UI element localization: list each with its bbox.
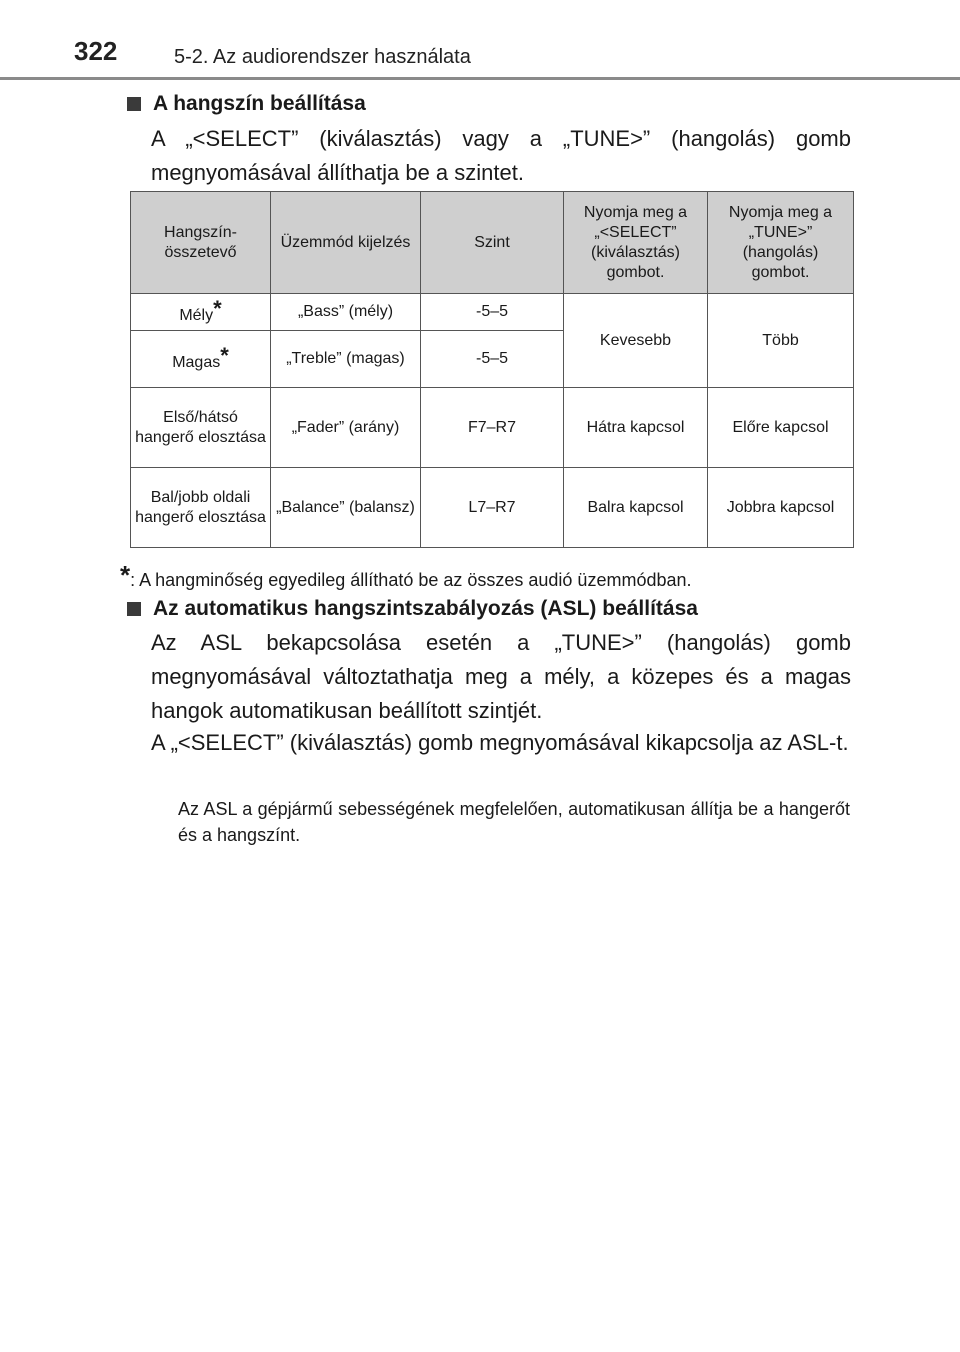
table-cell: Hátra kapcsol: [564, 388, 708, 468]
table-cell: „Balance” (balansz): [271, 468, 421, 548]
table-cell: Több: [708, 294, 854, 388]
tone-instructions: A „<SELECT” (kiválasztás) vagy a „TUNE>” (hangolás) gomb megnyomásával állíthatja be a szintet.: [151, 126, 851, 185]
page-number: 322: [74, 36, 118, 66]
table-cell: [131, 294, 271, 331]
table-cell: -5–5: [421, 294, 564, 331]
cell-text: Magas: [172, 353, 221, 371]
column-header: Szint: [421, 192, 564, 294]
column-header: Nyomja meg a „<SELECT” (kiválasztás) gombot.: [564, 192, 708, 294]
table-cell: „Treble” (magas): [271, 331, 421, 388]
page-header: [0, 0, 960, 80]
section-heading-asl: [127, 597, 698, 621]
asl-note: Az ASL a gépjármű sebességének megfelelően, automatikusan állítja be a hangerőt és a hangszínt.: [178, 799, 850, 845]
table-cell: Jobbra kapcsol: [708, 468, 854, 548]
table-row: [131, 388, 854, 468]
cell-text: Mély: [179, 306, 214, 324]
table-cell: L7–R7: [421, 468, 564, 548]
chapter-title: 5-2. Az audiorendszer használata: [174, 46, 471, 68]
table-cell: Kevesebb: [564, 294, 708, 388]
table-cell: „Fader” (arány): [271, 388, 421, 468]
square-bullet-icon: [127, 97, 141, 111]
table-cell: Balra kapcsol: [564, 468, 708, 548]
table-cell: [131, 331, 271, 388]
table-row: [131, 294, 854, 331]
table-cell: F7–R7: [421, 388, 564, 468]
header-divider: [0, 77, 960, 80]
section-heading-tone: [127, 92, 366, 116]
table-header-row: [131, 192, 854, 294]
section-heading-text: Az automatikus hangszintszabályozás (ASL) beállítása: [153, 597, 698, 620]
table-row: [131, 468, 854, 548]
table-cell: „Bass” (mély): [271, 294, 421, 331]
table-cell: Előre kapcsol: [708, 388, 854, 468]
asl-instructions: Az ASL bekapcsolása esetén a „TUNE>” (hangolás) gomb megnyomásával változtathatja meg a mély, a közepes és a magas hangok automatikusan beállított szintjét.: [151, 630, 851, 723]
tone-settings-table: [130, 191, 854, 548]
column-header: Üzemmód kijelzés: [271, 192, 421, 294]
section-heading-text: A hangszín beállítása: [153, 92, 366, 115]
table-cell: Bal/jobb oldali hangerő elosztása: [131, 468, 271, 548]
table-cell: -5–5: [421, 331, 564, 388]
column-header: Hangszín-összetevő: [131, 192, 271, 294]
footnote-star: *: [220, 342, 229, 368]
asl-off-instructions: A „<SELECT” (kiválasztás) gomb megnyomásával kikapcsolja az ASL-t.: [151, 730, 849, 755]
footnote-star: *: [213, 295, 222, 321]
column-header: Nyomja meg a „TUNE>” (hangolás) gombot.: [708, 192, 854, 294]
square-bullet-icon: [127, 602, 141, 616]
footnote-text: : A hangminőség egyedileg állítható be az összes audió üzemmódban.: [130, 570, 692, 590]
table-cell: Első/hátsó hangerő elosztása: [131, 388, 271, 468]
footnote: [120, 560, 692, 591]
footnote-star: *: [120, 560, 131, 590]
